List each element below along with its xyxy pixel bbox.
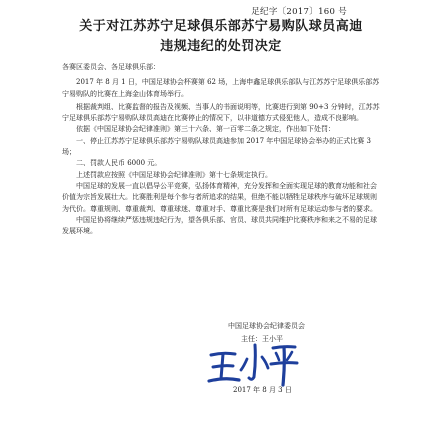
- issue-date: 2017 年 8 月 3 日: [233, 386, 292, 394]
- salutation: 各赛区委员会、各足球俱乐部：: [62, 63, 160, 71]
- document-number: 足纪字〔2017〕160 号: [251, 7, 347, 17]
- paragraph-basis: 依据《中国足球协会纪律准则》第三十六条、第一百零二条之规定，作出如下处罚：: [76, 125, 335, 134]
- document-footer: [0, 321, 442, 434]
- title-line-1: 关于对江苏苏宁足球俱乐部苏宁易购队球员高迪: [79, 19, 363, 34]
- paragraph-match-info: 2017 年 8 月 1 日，中国足球协会杯赛第 62 场，上海申鑫足球俱乐部队与江苏苏宁足球俱乐部苏宁易购队的比赛在上海金山体育场举行。: [62, 78, 380, 98]
- paragraph-penalty-1: 一、停止江苏苏宁足球俱乐部苏宁易购队球员高迪参加 2017 年中国足球协会举办的正式比赛 3 场；: [62, 136, 371, 157]
- paragraph-penalty-2: 二、罚款人民币 6000 元。: [76, 159, 162, 168]
- paragraph-principles: 中国足球的发展一直以倡导公平竞赛，弘扬体育精神，充分发挥和全面实现足球的教育功能和社会价值为宗旨发展壮大。比赛胜利是每个参与者所追求的结果，但绝不能以牺牲足球秩序与破坏足球规则为代价。尊重规则、尊重裁判、尊重球迷、尊重对手、尊重比赛是我们对所有足球运动参与者的要求。: [62, 181, 377, 213]
- signer-line: 主任：王小平: [241, 335, 283, 343]
- paragraph-incident: 根据裁判组、比赛监督的报告及视频、当事人的书面说明等，比赛进行到第 90+3 分钟时，江苏苏宁足球俱乐部苏宁易购队球员高迪在比赛停止的情况下，以非道德方式侵犯他人，造成不良影响。: [62, 102, 380, 123]
- handwritten-signature: [205, 339, 300, 389]
- title-line-2: 违规违纪的处罚决定: [160, 39, 282, 54]
- document-body: [62, 62, 382, 237]
- paragraph-fine-execution: 上述罚款应按照《中国足球协会纪律准则》第十七条规定执行。: [76, 170, 272, 179]
- issuer-name: 中国足球协会纪律委员会: [228, 322, 305, 330]
- document-title: [0, 17, 442, 57]
- paragraph-warning: 中国足协将继续严惩违规违纪行为，望各俱乐部、官员、球员共同维护比赛秩序和来之不易的足球发展环境。: [62, 215, 377, 236]
